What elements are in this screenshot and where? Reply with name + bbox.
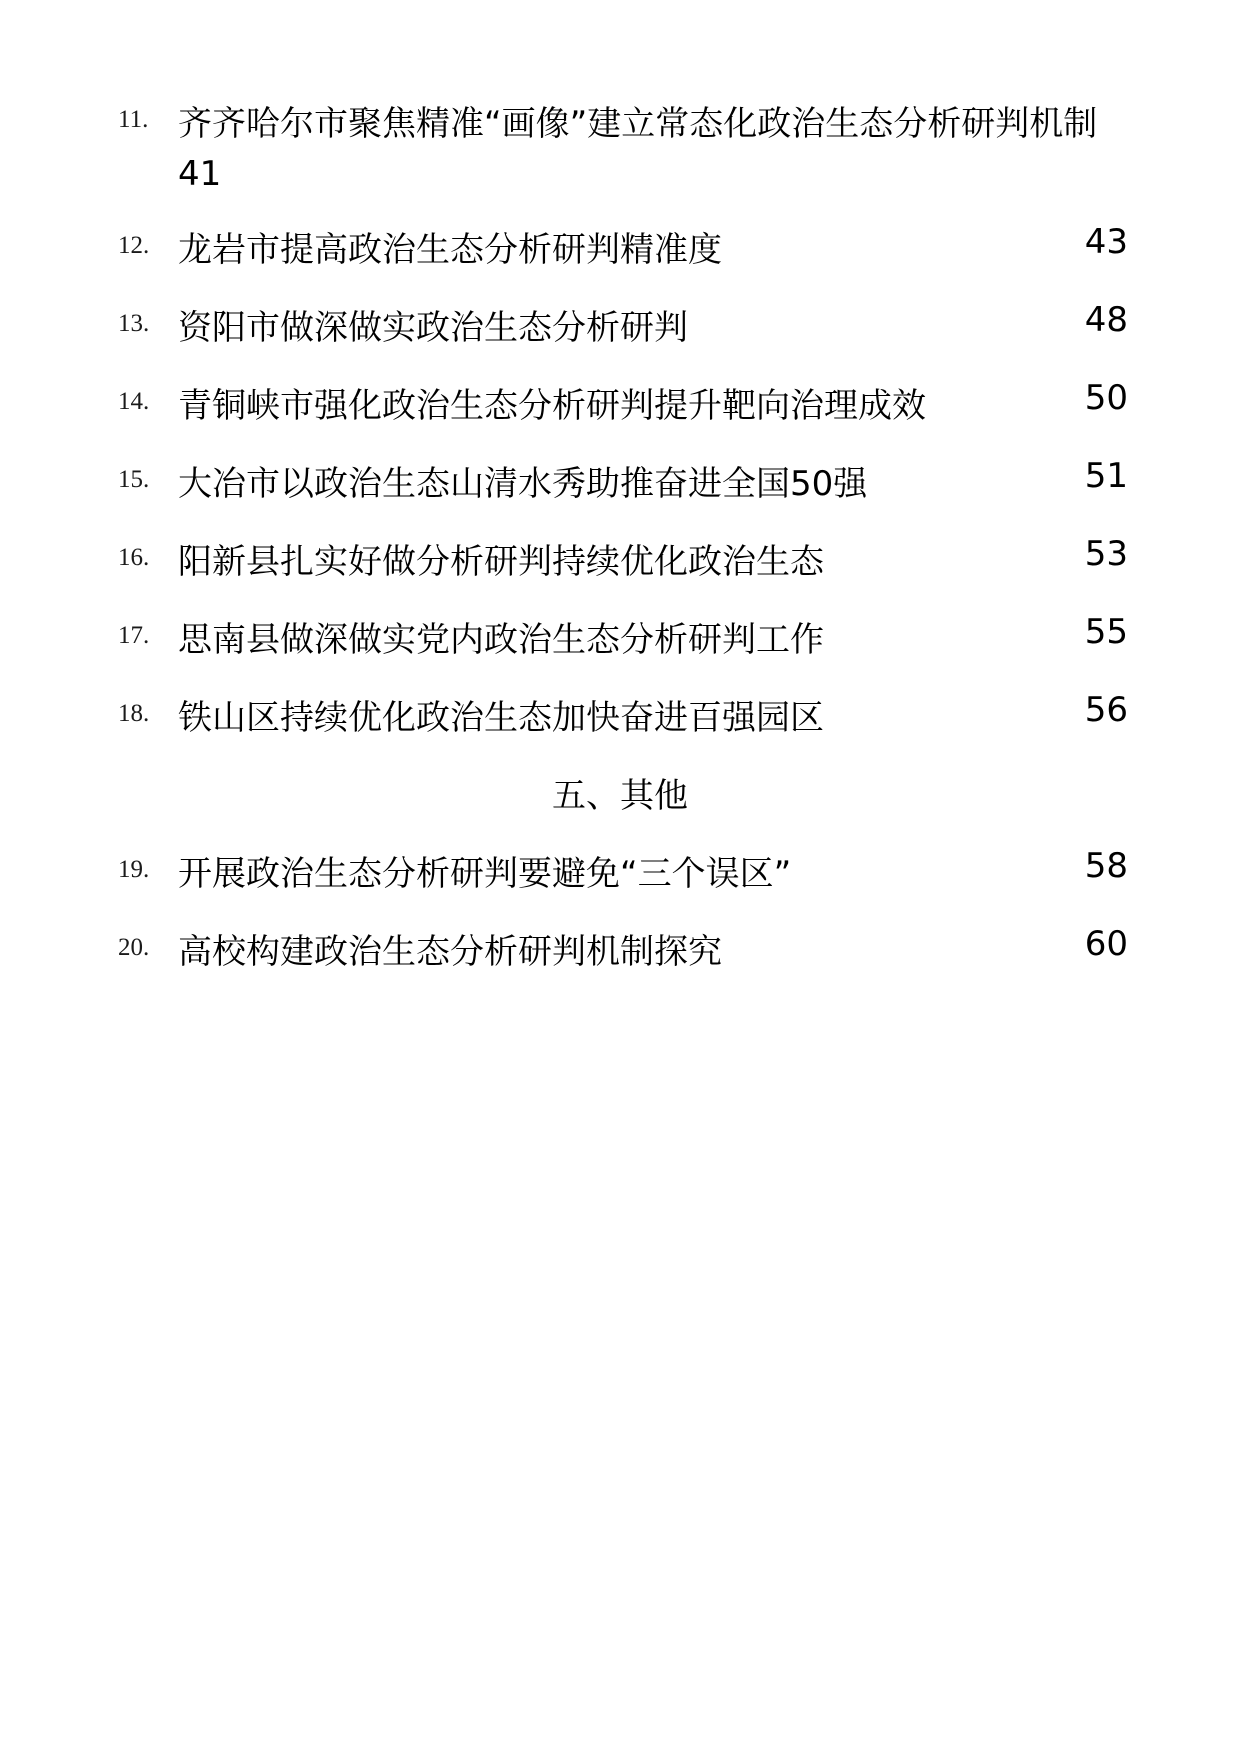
toc-entry-number: 14.: [118, 388, 150, 415]
toc-entry-number: 17.: [118, 622, 150, 649]
toc-entry: [118, 686, 1128, 746]
toc-entry-title: 思南县做深做实党内政治生态分析研判工作: [178, 620, 824, 660]
toc-entry-title: 高校构建政治生态分析研判机制探究: [178, 932, 722, 972]
toc-entry-title: 铁山区持续优化政治生态加快奋进百强园区: [178, 698, 824, 738]
toc-entry-page: 43: [1084, 222, 1128, 262]
toc-entry: [118, 608, 1128, 668]
toc-entry: [118, 218, 1128, 278]
toc-entry: [118, 842, 1128, 902]
toc-entry-number: 15.: [118, 466, 150, 493]
toc-entry: [118, 920, 1128, 980]
section-heading: 五、其他: [552, 776, 688, 816]
toc-entry-number: 13.: [118, 310, 150, 337]
toc-entry: [118, 452, 1128, 512]
toc-entry: [118, 374, 1128, 434]
toc-entry-number: 19.: [118, 856, 150, 883]
toc-entry-title: 资阳市做深做实政治生态分析研判: [178, 308, 688, 348]
toc-entry-page: 53: [1084, 534, 1128, 574]
toc-entry: [118, 92, 1128, 194]
toc-entry-number: 20.: [118, 934, 150, 961]
toc-entry-number: 12.: [118, 232, 150, 259]
toc-entry-number: 11.: [118, 106, 149, 133]
toc-entry-page: 51: [1084, 456, 1128, 496]
toc-entry-title: 齐齐哈尔市聚焦精准“画像”建立常态化政治生态分析研判机制: [178, 104, 1098, 144]
toc-entry: [118, 530, 1128, 590]
toc-entry-title: 青铜峡市强化政治生态分析研判提升靶向治理成效: [178, 386, 926, 426]
toc-entry-number: 18.: [118, 700, 150, 727]
toc-entry-page: 50: [1084, 378, 1128, 418]
toc-entry-title: 开展政治生态分析研判要避免“三个误区”: [178, 854, 792, 894]
toc-entry-page: 58: [1084, 846, 1128, 886]
toc-entry-page: 41: [178, 154, 222, 194]
toc-entry-title: 阳新县扎实好做分析研判持续优化政治生态: [178, 542, 824, 582]
toc-entry-number: 16.: [118, 544, 150, 571]
toc-entry-title: 大冶市以政治生态山清水秀助推奋进全国50强: [178, 464, 868, 504]
toc-entry-page: 56: [1084, 690, 1128, 730]
toc-entry-page: 60: [1084, 924, 1128, 964]
toc-entry: [118, 296, 1128, 356]
toc-entry-page: 48: [1084, 300, 1128, 340]
toc-entry-title: 龙岩市提高政治生态分析研判精准度: [178, 230, 722, 270]
toc-entry-page: 55: [1084, 612, 1128, 652]
